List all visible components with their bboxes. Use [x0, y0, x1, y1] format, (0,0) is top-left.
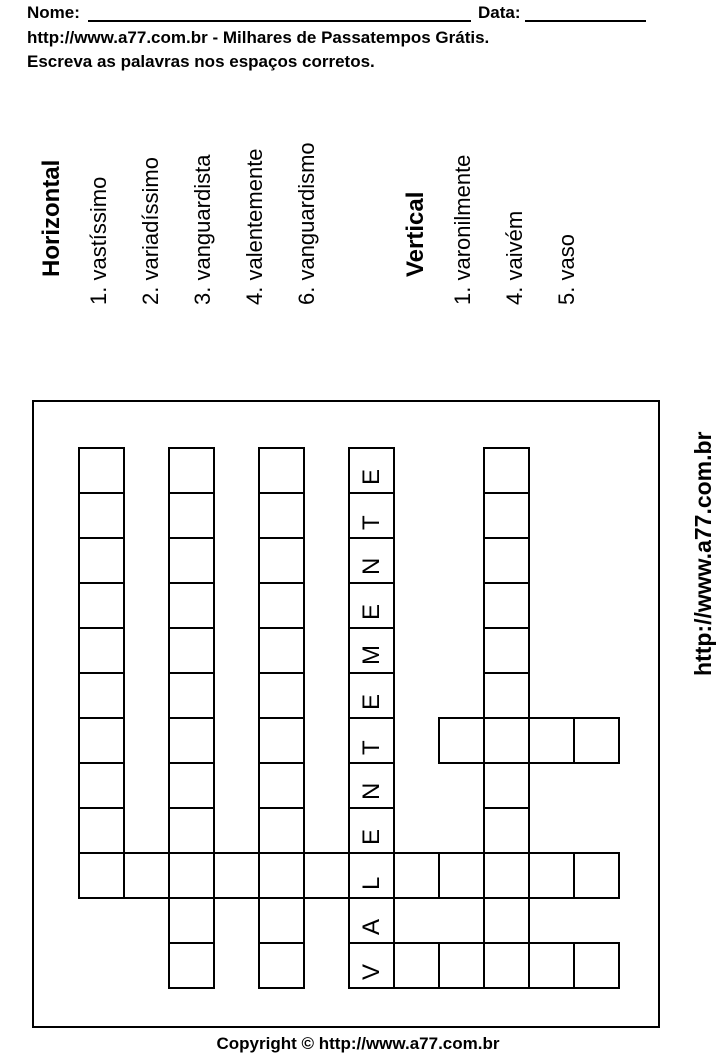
grid-cell[interactable] [573, 852, 620, 899]
grid-cell[interactable] [483, 807, 530, 854]
grid-cell[interactable] [483, 447, 530, 494]
grid-cell[interactable] [348, 852, 395, 899]
grid-cell[interactable] [348, 897, 395, 944]
grid-cell[interactable] [393, 852, 440, 899]
cell-letter: A [358, 918, 385, 935]
grid-cell[interactable] [483, 582, 530, 629]
cell-letter: T [358, 515, 385, 530]
cell-letter: N [358, 782, 385, 800]
horizontal-title: Horizontal [38, 159, 65, 277]
grid-cell[interactable] [393, 942, 440, 989]
grid-cell[interactable] [258, 897, 305, 944]
grid-cell[interactable] [528, 942, 575, 989]
grid-cell[interactable] [78, 537, 125, 584]
side-url: http://www.a77.com.br [690, 431, 716, 676]
grid-cell[interactable] [258, 627, 305, 674]
grid-cell[interactable] [258, 582, 305, 629]
cell-letter: E [358, 468, 385, 485]
grid-cell[interactable] [348, 537, 395, 584]
grid-cell[interactable] [483, 672, 530, 719]
grid-cell[interactable] [348, 447, 395, 494]
horizontal-item: 3. vanguardista [190, 154, 215, 305]
date-label: Data: [478, 3, 521, 22]
site-line: http://www.a77.com.br - Milhares de Passatempos Grátis. [27, 28, 490, 47]
footer-copyright: Copyright © http://www.a77.com.br [216, 1034, 500, 1053]
grid-cell[interactable] [78, 492, 125, 539]
grid-cell[interactable] [168, 717, 215, 764]
grid-cell[interactable] [483, 627, 530, 674]
grid-cell[interactable] [78, 672, 125, 719]
grid-cell[interactable] [78, 807, 125, 854]
horizontal-item: 2. variadíssimo [138, 157, 163, 305]
grid-cell[interactable] [483, 942, 530, 989]
grid-cell[interactable] [528, 717, 575, 764]
vertical-title: Vertical [402, 191, 429, 277]
grid-cell[interactable] [348, 807, 395, 854]
grid-cell[interactable] [348, 627, 395, 674]
grid-cell[interactable] [168, 537, 215, 584]
horizontal-item: 4. valentemente [242, 148, 267, 305]
grid-cell[interactable] [168, 807, 215, 854]
instruction-text: Escreva as palavras nos espaços corretos. [27, 52, 375, 71]
vertical-item: 4. vaivém [502, 210, 527, 305]
grid-cell[interactable] [168, 627, 215, 674]
vertical-item: 5. vaso [554, 234, 579, 305]
name-field-line[interactable] [88, 20, 471, 22]
grid-cell[interactable] [168, 897, 215, 944]
grid-cell[interactable] [573, 942, 620, 989]
grid-cell[interactable] [438, 852, 485, 899]
grid-cell[interactable] [168, 582, 215, 629]
grid-cell[interactable] [348, 717, 395, 764]
grid-cell[interactable] [258, 537, 305, 584]
grid-cell[interactable] [438, 717, 485, 764]
grid-cell[interactable] [348, 762, 395, 809]
grid-cell[interactable] [78, 447, 125, 494]
grid-cell[interactable] [123, 852, 170, 899]
grid-cell[interactable] [348, 492, 395, 539]
name-label: Nome: [27, 3, 80, 22]
grid-cell[interactable] [78, 582, 125, 629]
grid-cell[interactable] [528, 852, 575, 899]
cell-letter: E [358, 693, 385, 710]
grid-cell[interactable] [438, 942, 485, 989]
grid-cell[interactable] [78, 717, 125, 764]
grid-cell[interactable] [483, 852, 530, 899]
grid-cell[interactable] [258, 807, 305, 854]
grid-cell[interactable] [303, 852, 350, 899]
grid-cell[interactable] [483, 492, 530, 539]
date-field-line[interactable] [525, 20, 646, 22]
grid-cell[interactable] [168, 447, 215, 494]
grid-cell[interactable] [168, 492, 215, 539]
grid-cell[interactable] [573, 717, 620, 764]
cell-letter: N [358, 557, 385, 575]
grid-cell[interactable] [258, 852, 305, 899]
grid-cell[interactable] [258, 762, 305, 809]
horizontal-item: 6. vanguardismo [294, 142, 319, 305]
grid-cell[interactable] [78, 627, 125, 674]
grid-cell[interactable] [258, 447, 305, 494]
grid-cell[interactable] [258, 672, 305, 719]
cell-letter: T [358, 740, 385, 755]
grid-cell[interactable] [483, 897, 530, 944]
grid-cell[interactable] [168, 672, 215, 719]
grid-cell[interactable] [168, 942, 215, 989]
grid-cell[interactable] [258, 942, 305, 989]
puzzle-frame [32, 400, 660, 1028]
cell-letter: L [358, 876, 385, 890]
cell-letter: M [358, 645, 385, 665]
grid-cell[interactable] [483, 537, 530, 584]
grid-cell[interactable] [78, 762, 125, 809]
grid-cell[interactable] [348, 672, 395, 719]
grid-cell[interactable] [168, 762, 215, 809]
cell-letter: E [358, 828, 385, 845]
grid-cell[interactable] [78, 852, 125, 899]
grid-cell[interactable] [483, 717, 530, 764]
cell-letter: E [358, 603, 385, 620]
vertical-item: 1. varonilmente [450, 154, 475, 305]
grid-cell[interactable] [258, 717, 305, 764]
grid-cell[interactable] [348, 942, 395, 989]
grid-cell[interactable] [168, 852, 215, 899]
grid-cell[interactable] [258, 492, 305, 539]
cell-letter: V [358, 963, 385, 980]
grid-cell[interactable] [483, 762, 530, 809]
horizontal-item: 1. vastíssimo [86, 176, 111, 305]
grid-cell[interactable] [213, 852, 260, 899]
grid-cell[interactable] [348, 582, 395, 629]
